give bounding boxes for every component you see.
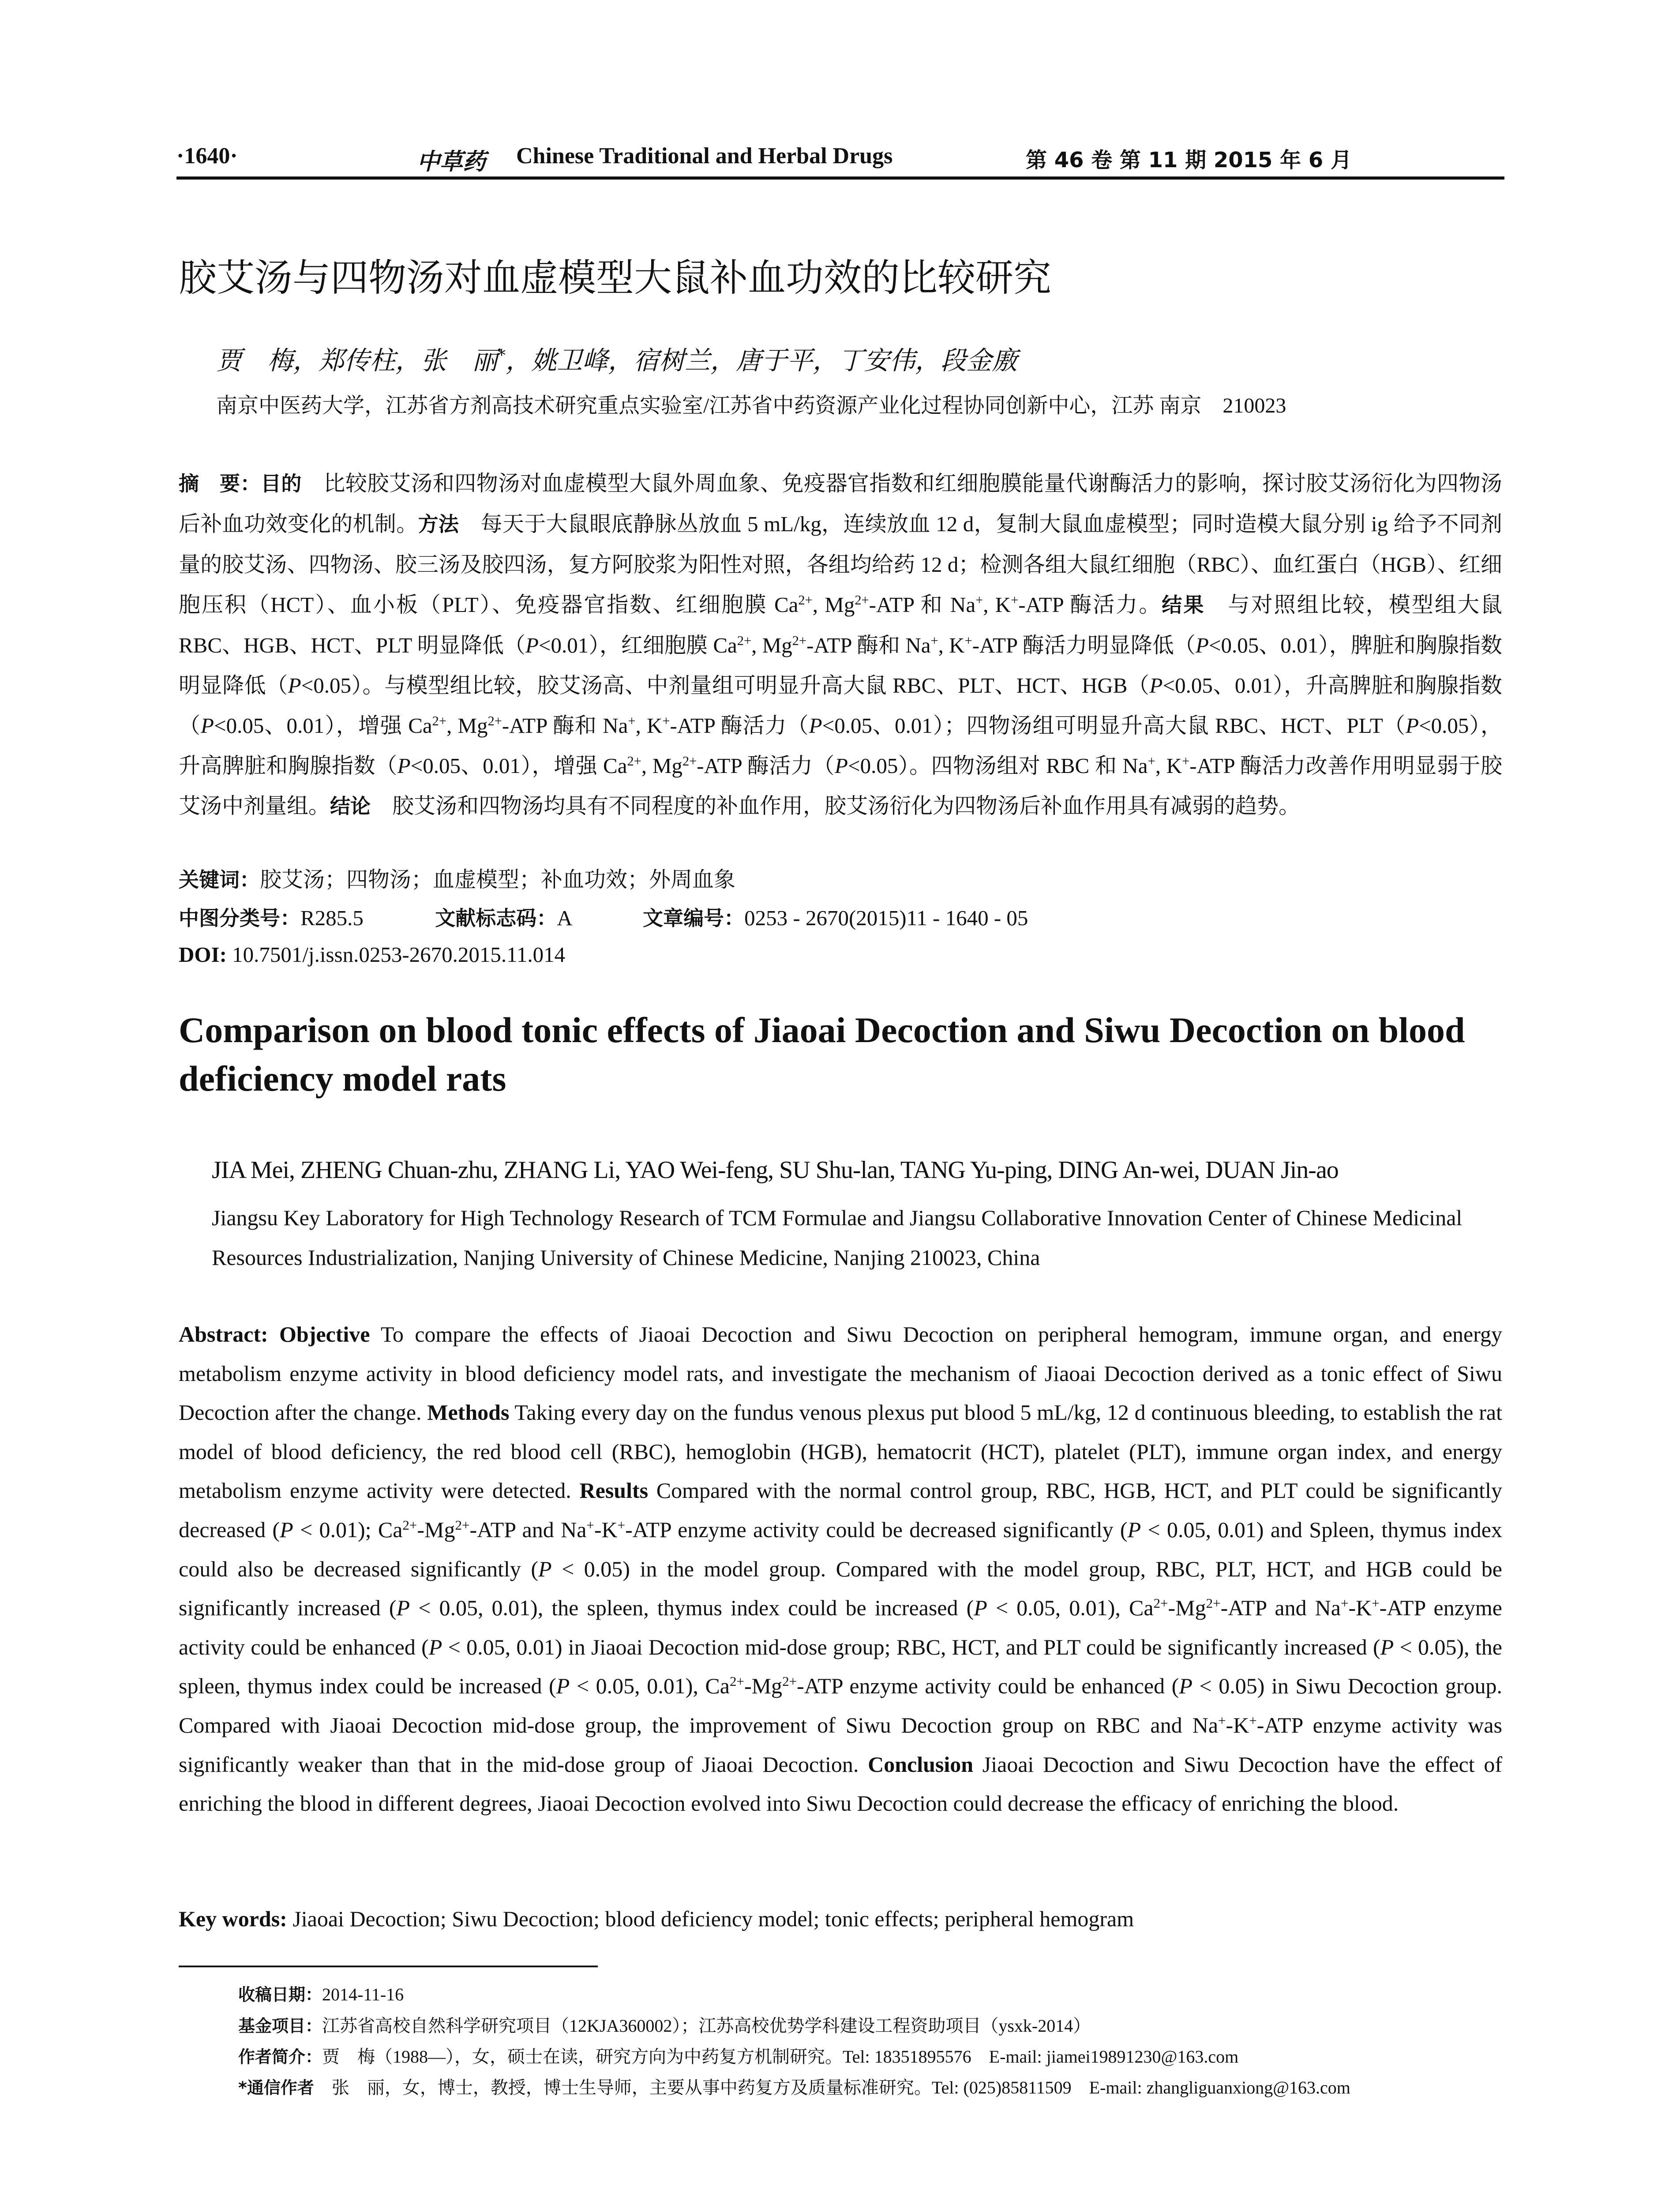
authors-cn-part1: 贾 梅，郑传柱，张 丽: [216, 345, 498, 375]
journal-name-cn: 中草药: [417, 148, 486, 175]
sup: 2+: [432, 713, 446, 729]
text-run: <0.05、0.01）；四物汤组可明显升高大鼠 RBC、HCT、PLT（: [822, 713, 1406, 738]
text-run: , K: [635, 713, 663, 738]
methods-label-cn: 方法: [418, 512, 459, 536]
keywords-en: Jiaoai Decoction; Siwu Decoction; blood deficiency model; tonic effects; peripheral hemogram: [292, 1906, 1134, 1931]
page-number: ·1640·: [176, 143, 238, 169]
conclusion-cn: 胶艾汤和四物汤均具有不同程度的补血作用，胶艾汤衍化为四物汤后补血作用具有减弱的趋势。: [371, 794, 1301, 818]
sup: 2+: [798, 593, 813, 608]
objective-label-en: Objective: [279, 1322, 370, 1347]
sup: +: [975, 593, 983, 608]
text-run: -ATP enzyme activity was significantly weaker than that in the mid-dose group of Jiaoai Decoction.: [179, 1712, 1502, 1777]
text-run: < 0.05, 0.01), Ca: [987, 1595, 1154, 1621]
sup: 2+: [488, 713, 502, 729]
abstract-en-label: Abstract:: [179, 1322, 268, 1347]
sup: +: [1340, 1595, 1349, 1611]
text-run: -ATP 酶活力。: [1018, 593, 1162, 617]
title-en: Comparison on blood tonic effects of Jiaoai Decoction and Siwu Decoction on blood deficiency model rats: [179, 1010, 1465, 1099]
text-run: <0.05、0.01），脾脏和胸腺指数明显降低（: [179, 633, 1502, 698]
journal-name-en: Chinese Traditional and Herbal Drugs: [516, 143, 893, 169]
text-run: , Mg: [641, 754, 682, 778]
sup: +: [662, 713, 670, 729]
authors-en: JIA Mei, ZHENG Chuan-zhu, ZHANG Li, YAO Wei-feng, SU Shu-lan, TANG Yu-ping, DING An-wei, DUAN Jin-ao: [212, 1156, 1339, 1184]
text-run: < 0.05, 0.01), Ca: [570, 1673, 730, 1699]
authors-cn-part2: ，姚卫峰，宿树兰，唐于平，丁安伟，段金廒: [506, 345, 1018, 375]
footnote-correspondence: [238, 2074, 1350, 2099]
text-run: , Mg: [446, 713, 488, 738]
text-run: < 0.05, 0.01), the spleen, thymus index could be increased (: [410, 1595, 974, 1621]
corr-label: *通信作者: [238, 2078, 314, 2097]
bio-label: 作者简介：: [238, 2047, 322, 2067]
p-symbol: P: [1195, 633, 1209, 657]
p-symbol: P: [835, 754, 848, 778]
received-date: 2014-11-16: [322, 1985, 404, 2004]
sup: +: [1218, 1712, 1226, 1728]
sup: 2+: [682, 754, 697, 769]
results-cn: 与对照组比较，模型组大鼠 RBC、HGB、HCT、PLT 明显降低（: [179, 593, 1503, 657]
sup: 2+: [402, 1517, 417, 1533]
clc-value: R285.5: [300, 906, 364, 930]
methods-cn: 每天于大鼠眼底静脉丛放血 5 mL/kg，连续放血 12 d，复制大鼠血虚模型；同时造模大鼠分别 ig 给予不同剂量的胶艾汤、四物汤、胶三汤及胶四汤，复方阿胶浆为阳性对照，各组均给药 12 d；检测各组大鼠红细胞（RBC）、血红蛋白（HGB）、红细胞压积（HCT）、血小板（PLT）、免疫器官指数、红细胞膜 Ca: [179, 512, 1502, 617]
classification-line: [179, 902, 1028, 931]
text-run: -K: [594, 1517, 618, 1542]
affiliation-cn: 南京中医药大学，江苏省方剂高技术研究重点实验室/江苏省中药资源产业化过程协同创新中心，江苏 南京 210023: [216, 394, 1286, 417]
text-run: < 0.05), the spleen, thymus index could be increased (: [179, 1634, 1502, 1699]
p-symbol: P: [556, 1673, 570, 1699]
text-run: , K: [983, 593, 1011, 617]
sup: +: [930, 633, 938, 649]
text-run: -ATP 酶和 Na: [806, 633, 931, 657]
text-run: < 0.05, 0.01) in Jiaoai Decoction mid-dose group; RBC, HCT, and PLT could be significantly increased (: [442, 1634, 1380, 1659]
issue-info: 第 46 卷 第 11 期 2015 年 6 月: [1026, 148, 1352, 173]
sup: 2+: [1153, 1595, 1168, 1611]
p-symbol: P: [288, 673, 301, 698]
abstract-en: [179, 1315, 1502, 1823]
keywords-cn-line: [179, 863, 735, 893]
text-run: < 0.05, 0.01) and Spleen, thymus index could also be decreased significantly (: [179, 1517, 1502, 1581]
results-en: Compared with the normal control group, RBC, HGB, HCT, and PLT could be significantly decreased (: [179, 1478, 1502, 1542]
keywords-cn: 胶艾汤；四物汤；血虚模型；补血功效；外周血象: [260, 867, 736, 892]
abstract-cn: [179, 463, 1502, 826]
p-symbol: P: [1127, 1517, 1141, 1542]
text-run: -ATP 酶活力明显降低（: [972, 633, 1196, 657]
received-label: 收稿日期：: [238, 1985, 322, 2004]
sup: 2+: [782, 1673, 797, 1689]
results-label-cn: 结果: [1162, 593, 1205, 617]
text-run: , K: [938, 633, 965, 657]
text-run: -ATP 酶活力改善作用明显弱于胶艾汤中剂量组。: [179, 754, 1502, 818]
p-symbol: P: [1149, 673, 1163, 698]
sup: +: [586, 1517, 594, 1533]
text-run: <0.05、0.01），增强 Ca: [214, 713, 432, 738]
text-run: <0.05、0.01），升高脾脏和胸腺指数（: [179, 673, 1502, 738]
objective-en: To compare the effects of Jiaoai Decoction and Siwu Decoction on peripheral hemogram, immune organ, and energy metabolism enzyme activity in blood deficiency model rats, and investigate the mechanism of Jiaoai Decoction derived as a tonic effect of Siwu Decoction after the change.: [179, 1322, 1503, 1425]
text-run: -K: [1348, 1595, 1372, 1621]
p-symbol: P: [1406, 713, 1419, 738]
text-run: -K: [1226, 1712, 1249, 1737]
sup: +: [964, 633, 972, 649]
bio-text: 贾 梅（1988—），女，硕士在读，研究方向为中药复方机制研究。Tel: 18351895576 E-mail: jiamei19891230@163.com: [322, 2047, 1239, 2067]
fund-label: 基金项目：: [238, 2016, 322, 2036]
sup: 2+: [737, 633, 752, 649]
text-run: <0.05），升高脾脏和胸腺指数（: [179, 713, 1502, 778]
text-run: <0.01），红细胞膜 Ca: [538, 633, 737, 657]
keywords-en-line: [179, 1906, 1134, 1932]
conclusion-label-cn: 结论: [330, 794, 371, 818]
sup: +: [1249, 1712, 1257, 1728]
p-symbol: P: [201, 713, 214, 738]
text-run: <0.05、0.01），增强 Ca: [410, 754, 627, 778]
text-run: -ATP 和 Na: [869, 593, 976, 617]
doi-value: 10.7501/j.issn.0253-2670.2015.11.014: [232, 942, 566, 967]
p-symbol: P: [397, 754, 411, 778]
conclusion-label-en: Conclusion: [868, 1752, 974, 1777]
methods-en: Taking every day on the fundus venous plexus put blood 5 mL/kg, 12 d continuous bleeding, to establish the rat model of blood deficiency, the red blood cell (RBC), hemoglobin (HGB), hematocrit (HCT), platelet (PLT), immune organ index, and energy metabolism enzyme activity were detected.: [179, 1400, 1502, 1503]
clc-label: 中图分类号：: [179, 906, 300, 930]
p-symbol: P: [809, 713, 822, 738]
abstract-cn-label: 摘 要：: [179, 472, 261, 495]
text-run: -ATP 酶活力（: [697, 754, 835, 778]
text-run: -Mg: [744, 1673, 783, 1699]
text-run: -ATP and Na: [469, 1517, 587, 1542]
doi-line: [179, 942, 565, 967]
p-symbol: P: [396, 1595, 410, 1621]
p-symbol: P: [1179, 1673, 1192, 1699]
doc-code-value: A: [557, 906, 571, 930]
running-header: [176, 132, 1504, 176]
sup: 2+: [855, 593, 869, 608]
text-run: , Mg: [812, 593, 855, 617]
text-run: -ATP enzyme activity could be enhanced (: [797, 1673, 1179, 1699]
sup: 2+: [792, 633, 807, 649]
text-run: < 0.05) in Siwu Decoction group. Compared with Jiaoai Decoction mid-dose group, the improvement of Siwu Decoction group on RBC and Na: [179, 1673, 1503, 1737]
p-symbol: P: [538, 1556, 552, 1581]
p-symbol: P: [974, 1595, 987, 1621]
p-symbol: P: [280, 1517, 293, 1542]
sup: +: [1372, 1595, 1380, 1611]
sup: +: [617, 1517, 626, 1533]
sup: +: [1182, 754, 1190, 769]
p-symbol: P: [1380, 1634, 1394, 1659]
conclusion-en: Jiaoai Decoction and Siwu Decoction have the effect of enriching the blood in different degrees, Jiaoai Decoction evolved into Siwu Decoction could decrease the efficacy of enriching the blood.: [179, 1752, 1502, 1816]
doc-code-label: 文献标志码：: [435, 906, 557, 930]
objective-label-cn: 目的: [260, 472, 302, 495]
p-symbol: P: [428, 1634, 442, 1659]
text-run: , K: [1155, 754, 1182, 778]
sup: +: [1148, 754, 1155, 769]
sup: 2+: [455, 1517, 470, 1533]
footnote-received: [238, 1981, 404, 2005]
doi-label: DOI:: [179, 942, 227, 967]
fund-text: 江苏省高校自然科学研究项目（12KJA360002）；江苏高校优势学科建设工程资助项目（ysxk-2014）: [322, 2016, 1091, 2036]
header-rule: [176, 176, 1504, 180]
title-cn: 胶艾汤与四物汤对血虚模型大鼠补血功效的比较研究: [179, 256, 1051, 300]
text-run: -ATP and Na: [1220, 1595, 1341, 1621]
footnote-rule: [179, 1966, 598, 1967]
text-run: < 0.01); Ca: [293, 1517, 403, 1542]
article-number-label: 文章编号：: [643, 906, 745, 930]
footnote-fund: [238, 2012, 1091, 2037]
text-run: -ATP enzyme activity could be decreased significantly (: [625, 1517, 1128, 1542]
article-number-value: 0253 - 2670(2015)11 - 1640 - 05: [744, 906, 1028, 930]
text-run: <0.05）。四物汤组对 RBC 和 Na: [848, 754, 1148, 778]
text-run: -ATP enzyme activity could be enhanced (: [179, 1595, 1502, 1659]
sup: +: [1011, 593, 1019, 608]
keywords-en-label: Key words:: [179, 1906, 287, 1931]
affiliation-en: Jiangsu Key Laboratory for High Technology Research of TCM Formulae and Jiangsu Collaborative Innovation Center of Chinese Medicinal Resources Industrialization, Nanjing University of Chinese Medicine, Nanjing 210023, China: [212, 1205, 1462, 1270]
objective-cn: 比较胶艾汤和四物汤对血虚模型大鼠外周血象、免疫器官指数和红细胞膜能量代谢酶活力的影响，探讨胶艾汤衍化为四物汤后补血功效变化的机制。: [179, 471, 1502, 536]
text-run: -Mg: [417, 1517, 455, 1542]
text-run: < 0.05) in the model group. Compared with the model group, RBC, PLT, HCT, and HGB could be significantly increased (: [179, 1556, 1502, 1621]
footnote-bio: [238, 2043, 1238, 2068]
text-run: -Mg: [1168, 1595, 1206, 1621]
p-symbol: P: [525, 633, 539, 657]
keywords-cn-label: 关键词：: [179, 868, 260, 892]
methods-label-en: Methods: [427, 1400, 510, 1425]
sup: 2+: [1206, 1595, 1221, 1611]
sup: 2+: [627, 754, 641, 769]
results-label-en: Results: [579, 1478, 649, 1503]
authors-cn: [216, 340, 1017, 377]
sup: +: [628, 713, 636, 729]
corresponding-mark: *: [498, 346, 506, 365]
text-run: , Mg: [751, 633, 792, 657]
corr-text: 张 丽，女，博士，教授，博士生导师，主要从事中药复方及质量标准研究。Tel: (025)85811509 E-mail: zhangliguanxiong@163.com: [314, 2078, 1350, 2097]
text-run: <0.05）。与模型组比较，胶艾汤高、中剂量组可明显升高大鼠 RBC、PLT、HCT、HGB（: [301, 673, 1150, 698]
text-run: -ATP 酶和 Na: [502, 713, 628, 738]
text-run: -ATP 酶活力（: [670, 713, 809, 738]
sup: 2+: [729, 1673, 744, 1689]
